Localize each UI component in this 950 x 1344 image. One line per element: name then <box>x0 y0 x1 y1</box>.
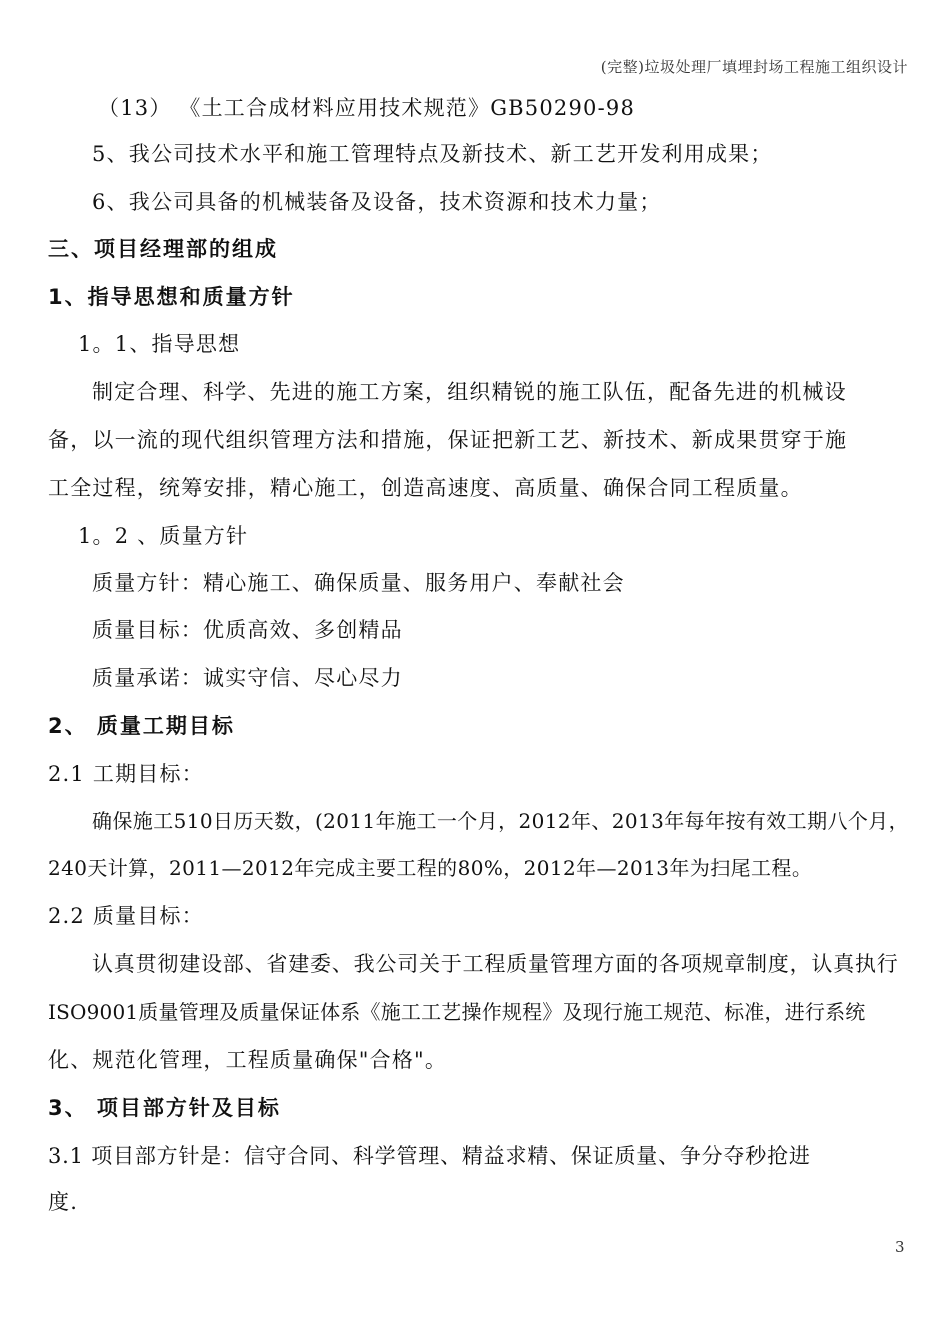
subheading-3-1: 3.1 项目部方针是：信守合同、科学管理、精益求精、保证质量、争分夺秒抢进 <box>48 1144 811 1168</box>
subsection-heading-1: 1、指导思想和质量方针 <box>48 285 295 309</box>
page-number: 3 <box>895 1238 905 1256</box>
subheading-2-1: 2.1 工期目标： <box>48 762 204 786</box>
text-line-20: ISO9001质量管理及质量保证体系《施工工艺操作规程》及现行施工规范、标准，进行系统 <box>48 1000 866 1024</box>
text-line-12: 质量目标：优质高效、多创精品 <box>92 618 403 642</box>
text-line-17: 240天计算，2011—2012年完成主要工程的80%，2012年—2013年为扫尾工程。 <box>48 856 813 880</box>
text-line-07: 制定合理、科学、先进的施工方案，组织精锐的施工队伍，配备先进的机械设 <box>92 380 847 404</box>
text-line-16: 确保施工510日历天数，(2011年施工一个月，2012年、2013年每年按有效工期八个月， <box>92 809 910 833</box>
subheading-1-2: 1。2 、质量方针 <box>78 524 249 548</box>
text-line-02: 5、我公司技术水平和施工管理特点及新技术、新工艺开发利用成果； <box>92 142 773 166</box>
page-header: (完整)垃圾处理厂填埋封场工程施工组织设计 <box>600 58 908 76</box>
text-line-13: 质量承诺：诚实守信、尽心尽力 <box>92 666 403 690</box>
subsection-heading-2: 2、 质量工期目标 <box>48 714 235 738</box>
text-line-19: 认真贯彻建设部、省建委、我公司关于工程质量管理方面的各项规章制度，认真执行 <box>92 952 899 976</box>
subsection-heading-3: 3、 项目部方针及目标 <box>48 1096 281 1120</box>
text-line-09: 工全过程，统筹安排，精心施工，创造高速度、高质量、确保合同工程质量。 <box>48 476 803 500</box>
text-line-03: 6、我公司具备的机械装备及设备，技术资源和技术力量； <box>92 190 662 214</box>
text-line-08: 备，以一流的现代组织管理方法和措施，保证把新工艺、新技术、新成果贯穿于施 <box>48 428 848 452</box>
section-heading-3: 三、项目经理部的组成 <box>48 237 278 261</box>
subheading-1-1: 1。1、指导思想 <box>78 332 241 356</box>
subheading-2-2: 2.2 质量目标： <box>48 904 204 928</box>
text-line-21: 化、规范化管理，工程质量确保"合格"。 <box>48 1048 448 1072</box>
text-line-11: 质量方针：精心施工、确保质量、服务用户、奉献社会 <box>92 571 625 595</box>
text-line-01: （13） 《土工合成材料应用技术规范》GB50290-98 <box>98 96 636 120</box>
text-line-24: 度. <box>48 1190 79 1214</box>
